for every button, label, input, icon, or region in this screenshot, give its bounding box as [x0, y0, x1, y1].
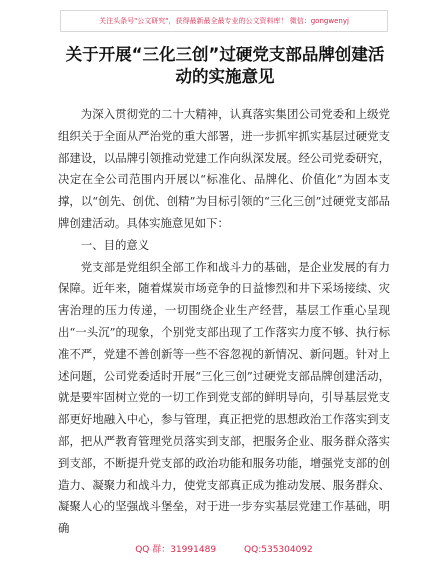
title-line-1: 关于开展“三化三创”过硬党支部品牌创建活	[65, 45, 385, 64]
contact-footer	[0, 542, 448, 555]
intro-paragraph: 为深入贯彻党的二十大精神，认真落实集团公司党委和上级党组织关于全面从严治党的重大部署，进一步抓牢抓实基层过硬党支部建设，以品牌引领推动党建工作向纵深发展。经公司党委研究，决定在全公司范围内开展以“标准化、品牌化、价值化”为固本支撑，以“创先、创优、创精”为目标引领的“三化三创”过硬党支部品牌创建活动。具体实施意见如下：	[58, 107, 390, 230]
section-heading-1: 一、目的意义	[80, 237, 150, 252]
document-body	[58, 104, 390, 540]
body-paragraph-2: 党支部是党组织全部工作和战斗力的基础，是企业发展的有力保障。近年来，随着煤炭市场竞争的日益惨烈和井下采场接续、灾害治理的压力传递，一切围绕企业生产经营，基层工作重心呈现出“一头沉”的现象，个别党支部出现了工作落实力度不够、执行标准不严，党建不善创新等一些不容忽视的新情况、新问题。针对上述问题，公司党委适时开展“三化三创”过硬党支部品牌创建活动，就是要牢固树立党的一切工作到党支部的鲜明导向，引导基层党支部更好地融入中心，参与管理，真正把党的思想政治工作落实到支部，把从严教育管理党员落实到支部，把服务企业、服务群众落实到支部，不断提升党支部的政治功能和服务功能，增强党支部的创造力、凝聚力和战斗力，使党支部真正成为推动发展、服务群众、凝聚人心的坚强战斗堡垒，对于进一步夯实基层党建工作基础，明确	[58, 259, 390, 536]
qq-text: QQ:535304092	[244, 545, 313, 555]
qq-group-text: QQ 群：31991489	[135, 545, 217, 555]
promo-banner: 关注头条号"公文研究"，获得最新最全最专业的公文资料库！ 微信：gongwenyj	[60, 10, 388, 32]
title-line-2: 动的实施意见	[175, 67, 275, 86]
document-title	[40, 44, 410, 88]
